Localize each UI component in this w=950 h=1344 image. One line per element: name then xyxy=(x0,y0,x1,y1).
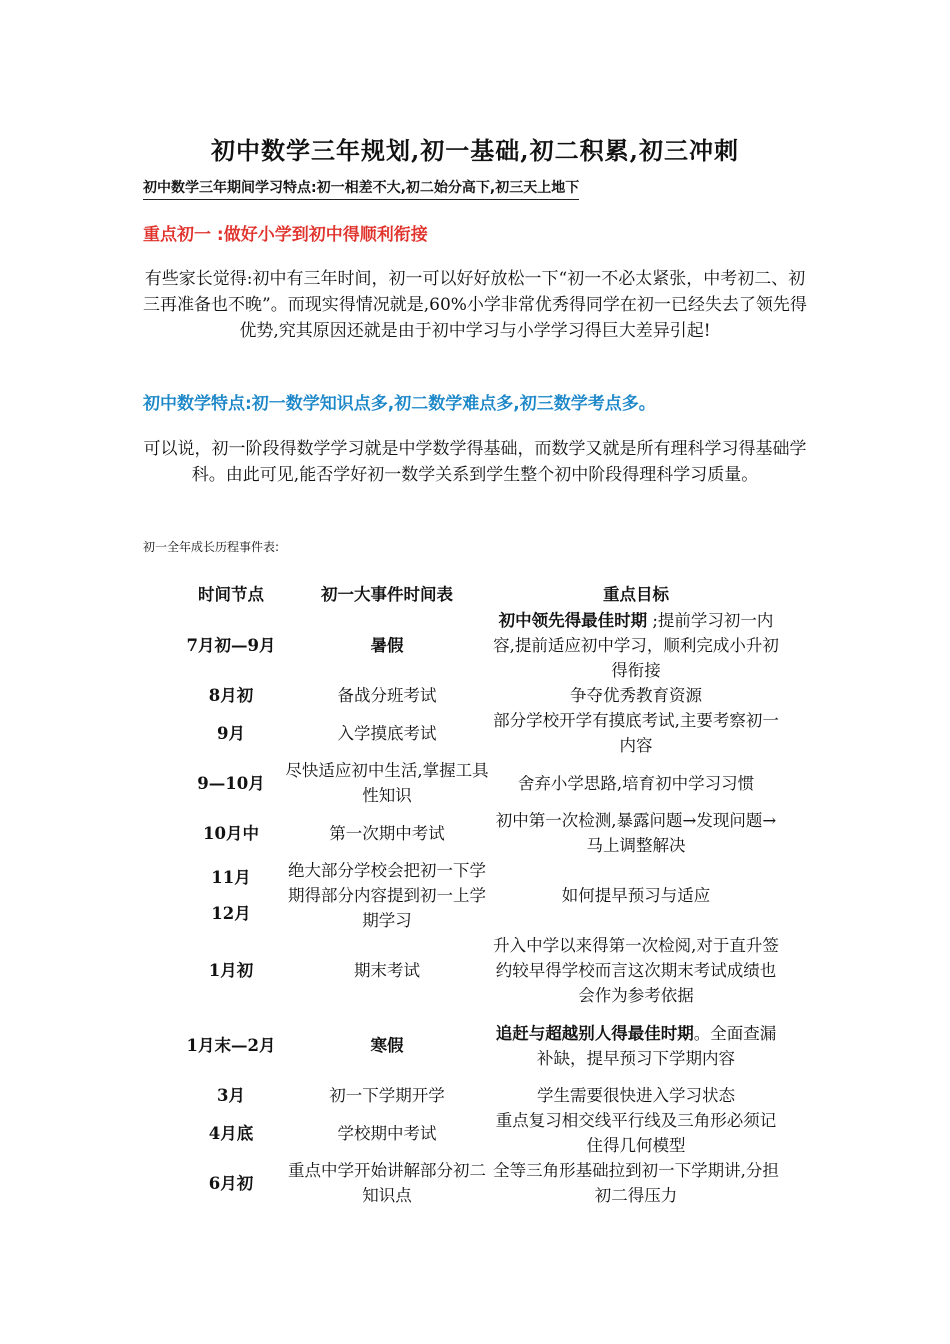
row-goal: 重点复习相交线平行线及三角形必须记住得几何模型 xyxy=(495,1111,777,1155)
row-time: 9月 xyxy=(217,723,245,743)
table-row xyxy=(180,858,780,933)
goal-text: ;提前学习初一内容,提前适应初中学习，顺利完成小升初得衔接 xyxy=(493,611,779,680)
row-event: 第一次期中考试 xyxy=(329,823,445,843)
row-goal xyxy=(492,1021,780,1071)
row-goal: 全等三角形基础拉到初一下学期讲,分担初二得压力 xyxy=(493,1161,779,1205)
table-row xyxy=(180,1158,780,1208)
table-row xyxy=(180,1108,780,1158)
table-row xyxy=(180,1008,780,1083)
row-goal: 初中第一次检测,暴露问题→发现问题→马上调整解决 xyxy=(495,811,777,855)
row-goal: 学生需要很快进入学习状态 xyxy=(537,1086,735,1105)
row-event: 备战分班考试 xyxy=(337,686,437,705)
table-row xyxy=(180,608,780,683)
paragraph-1: 有些家长觉得:初中有三年时间，初一可以好好放松一下“初一不必太紧张，中考初二、初三再准备也不晚”。而现实得情况就是,60%小学非常优秀得同学在初一已经失去了领先得优势,究其原因还就是由于初中学习与小学学习得巨大差异引起! xyxy=(143,269,807,341)
event-table xyxy=(180,582,780,1208)
key-point-2: 初中数学特点:初一数学知识点多,初二数学难点多,初三数学考点多。 xyxy=(143,394,656,414)
table-row xyxy=(180,933,780,1008)
row-event: 期末考试 xyxy=(354,961,420,980)
row-time: 1月末—2月 xyxy=(186,1036,276,1055)
document-title: 初中数学三年规划,初一基础,初二积累,初三冲刺 xyxy=(210,136,740,165)
row-time-start: 11月 xyxy=(211,867,251,887)
row-time-end: 12月 xyxy=(211,903,251,923)
row-event: 暑假 xyxy=(370,636,404,655)
row-event: 绝大部分学校会把初一下学期得部分内容提到初一上学期学习 xyxy=(288,861,486,930)
table-row xyxy=(180,683,780,708)
row-time: 10月中 xyxy=(203,823,259,843)
row-event: 学校期中考试 xyxy=(337,1123,437,1143)
row-goal: 争夺优秀教育资源 xyxy=(570,686,702,705)
header-time: 时间节点 xyxy=(198,585,264,604)
goal-text: 。全面查漏补缺，提早预习下学期内容 xyxy=(537,1023,777,1068)
row-event: 初一下学期开学 xyxy=(329,1086,445,1105)
header-goal: 重点目标 xyxy=(603,585,669,604)
row-time: 1月初 xyxy=(208,961,254,980)
row-time: 8月初 xyxy=(208,686,254,705)
row-time xyxy=(180,860,282,932)
row-event: 入学摸底考试 xyxy=(337,723,437,743)
document-subtitle: 初中数学三年期间学习特点:初一相差不大,初二始分高下,初三天上地下 xyxy=(143,178,579,200)
row-goal: 舍弃小学思路,培育初中学习习惯 xyxy=(517,773,755,793)
goal-highlight: 追赶与超越别人得最佳时期 xyxy=(495,1023,694,1043)
row-time: 7月初—9月 xyxy=(186,636,276,655)
table-row xyxy=(180,808,780,858)
row-goal xyxy=(492,608,780,683)
row-event: 尽快适应初中生活,掌握工具性知识 xyxy=(285,761,489,805)
row-event: 寒假 xyxy=(370,1036,404,1055)
key-point-1: 重点初一 :做好小学到初中得顺利衔接 xyxy=(143,225,428,245)
row-time: 6月初 xyxy=(208,1173,254,1193)
row-goal: 部分学校开学有摸底考试,主要考察初一内容 xyxy=(493,711,779,755)
header-event: 初一大事件时间表 xyxy=(321,585,453,604)
row-event: 重点中学开始讲解部分初二知识点 xyxy=(288,1161,486,1205)
row-goal: 如何提早预习与适应 xyxy=(561,886,711,905)
table-header-row xyxy=(180,582,780,608)
table-row xyxy=(180,758,780,808)
row-time: 9—10月 xyxy=(197,773,265,793)
goal-highlight: 初中领先得最佳时期 xyxy=(498,611,648,630)
row-time: 3月 xyxy=(217,1086,245,1105)
row-time: 4月底 xyxy=(208,1123,254,1143)
table-row xyxy=(180,708,780,758)
table-caption: 初一全年成长历程事件表: xyxy=(143,540,280,554)
table-row xyxy=(180,1083,780,1108)
paragraph-2: 可以说，初一阶段得数学学习就是中学数学得基础，而数学又就是所有理科学习得基础学科。由此可见,能否学好初一数学关系到学生整个初中阶段得理科学习质量。 xyxy=(143,439,807,485)
row-goal: 升入中学以来得第一次检阅,对于直升签约较早得学校而言这次期末考试成绩也会作为参考依据 xyxy=(493,936,779,1005)
